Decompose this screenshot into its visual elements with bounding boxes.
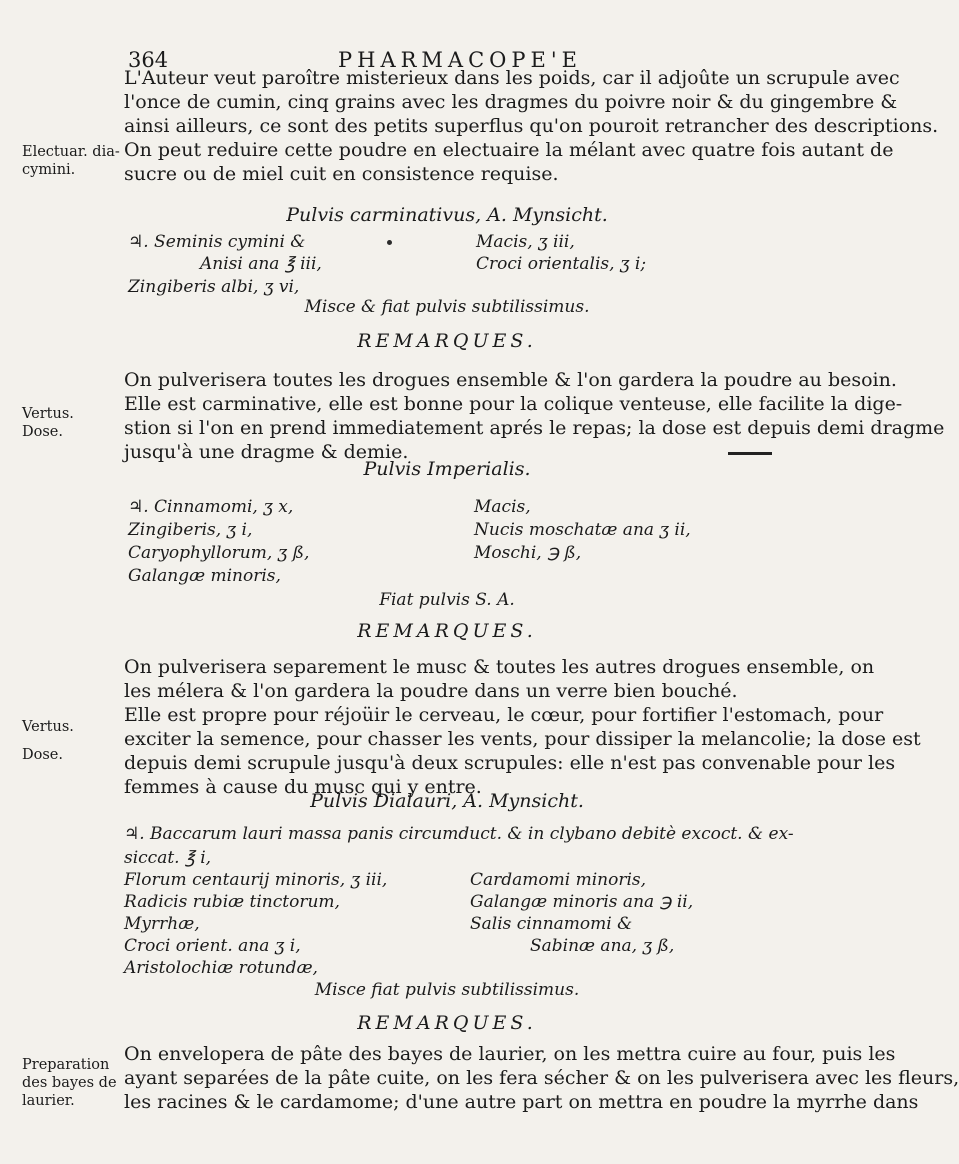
margin-note-line: Vertus.	[22, 406, 74, 422]
text-line: Elle est carminative, elle est bonne pour la colique venteuse, elle facilite la dige-	[124, 393, 903, 415]
text-line: L'Auteur veut paroître misterieux dans les poids, car il adjoûte un scrupule avec	[124, 67, 900, 89]
text-line: stion si l'on en prend immediatement aprés le repas; la dose est depuis demi dragme	[124, 417, 945, 439]
ingredient: Sabinæ ana, ʒ ß,	[530, 936, 675, 956]
remarques-heading: REMARQUES.	[357, 620, 537, 642]
remarks-paragraph	[124, 655, 921, 799]
ingredient: Nucis moschatæ ana ʒ ii,	[474, 520, 691, 540]
text-line: sucre ou de miel cuit en consistence requise.	[124, 163, 559, 185]
margin-note-vertus	[22, 718, 74, 764]
margin-note-electuary	[22, 143, 120, 179]
ingredient: Zingiberis albi, ʒ vi,	[128, 277, 300, 297]
remarques-heading: REMARQUES.	[357, 330, 537, 352]
ingredient: Zingiberis, ʒ i,	[128, 520, 253, 540]
margin-note-line: Dose.	[22, 424, 63, 440]
margin-note-line: Dose.	[22, 747, 63, 763]
text-line: On pulverisera separement le musc & toutes les autres drogues ensemble, on	[124, 656, 875, 678]
ingredient: ♃. Cinnamomi, ʒ x,	[128, 497, 294, 517]
recipe-title-imperialis: Pulvis Imperialis.	[363, 458, 531, 480]
margin-note-line: Preparation	[22, 1057, 110, 1073]
ingredient: Galangæ minoris ana ℈ ii,	[470, 892, 694, 912]
ingredient: Salis cinnamomi &	[470, 914, 633, 934]
ingredient: Macis, ʒ iii,	[476, 232, 575, 252]
margin-note-line: laurier.	[22, 1093, 75, 1109]
ingredient: Anisi ana ℥ iii,	[200, 254, 322, 274]
margin-note-line: des bayes de	[22, 1075, 117, 1091]
ingredient: Croci orient. ana ʒ i,	[124, 936, 301, 956]
ingredient: Radicis rubiæ tinctorum,	[124, 892, 340, 912]
margin-note-line: cymini.	[22, 162, 76, 178]
text-line: jusqu'à une dragme & demie.	[124, 441, 409, 463]
ingredient: Galangæ minoris,	[128, 566, 281, 586]
remarks-paragraph	[124, 1042, 959, 1114]
ingredient: Florum centaurij minoris, ʒ iii,	[124, 870, 388, 890]
ink-stroke	[728, 452, 772, 455]
ingredient: ♃. Seminis cymini &	[128, 232, 306, 252]
ingredient: Macis,	[474, 497, 531, 517]
text-line: ainsi ailleurs, ce sont des petits superflus qu'on pouroit retrancher des descriptions.	[124, 115, 939, 137]
margin-note-preparation	[22, 1056, 117, 1110]
intro-paragraph	[124, 58, 939, 186]
text-line: On envelopera de pâte des bayes de laurier, on les mettra cuire au four, puis les	[124, 1043, 896, 1065]
page-number: 364	[128, 48, 169, 72]
margin-note-line: Vertus.	[22, 719, 74, 735]
ingredient: Myrrhæ,	[124, 914, 200, 934]
recipe-closing: Misce fiat pulvis subtilissimus.	[314, 980, 580, 1000]
recipe-closing: Misce & fiat pulvis subtilissimus.	[304, 297, 590, 317]
text-line: l'once de cumin, cinq grains avec les dragmes du poivre noir & du gingembre &	[124, 91, 898, 113]
recipe-title-carminativus: Pulvis carminativus, A. Mynsicht.	[286, 204, 608, 226]
text-line: ayant separées de la pâte cuite, on les fera sécher & on les pulverisera avec les fleurs,	[124, 1067, 959, 1089]
text-line: femmes à cause du musc qui y entre.	[124, 776, 482, 798]
ingredient: Caryophyllorum, ʒ ß,	[128, 543, 310, 563]
text-line: depuis demi scrupule jusqu'à deux scrupules: elle n'est pas convenable pour les	[124, 752, 896, 774]
remarks-paragraph	[124, 368, 945, 464]
text-line: Elle est propre pour réjoüir le cerveau, le cœur, pour fortifier l'estomach, pour	[124, 704, 884, 726]
margin-note-vertus	[22, 405, 74, 441]
text-line: On peut reduire cette poudre en electuaire la mélant avec quatre fois autant de	[124, 139, 894, 161]
ingredient: Cardamomi minoris,	[470, 870, 647, 890]
ingredient: ♃. Baccarum lauri massa panis circumduct. & in clybano debitè excoct. & ex-	[124, 824, 794, 844]
ingredient: Aristolochiæ rotundæ,	[124, 958, 318, 978]
remarques-heading: REMARQUES.	[357, 1012, 537, 1034]
ingredient: siccat. ℥ i,	[124, 848, 212, 868]
text-line: les racines & le cardamome; d'une autre part on mettra en poudre la myrrhe dans	[124, 1091, 919, 1113]
text-line: exciter la semence, pour chasser les vents, pour dissiper la melancolie; la dose est	[124, 728, 921, 750]
recipe-title-dialauri: Pulvis Dialauri, A. Mynsicht.	[310, 790, 584, 812]
text-line: On pulverisera toutes les drogues ensemble & l'on gardera la poudre au besoin.	[124, 369, 897, 391]
ingredient: Moschi, ℈ ß,	[474, 543, 582, 563]
running-title: PHARMACOPE'E	[338, 48, 582, 72]
margin-note-line: Electuar. dia-	[22, 144, 120, 160]
recipe-closing: Fiat pulvis S. A.	[379, 590, 515, 610]
ingredient: Croci orientalis, ʒ i;	[476, 254, 647, 274]
ink-spot	[387, 240, 392, 245]
text-line: les mélera & l'on gardera la poudre dans un verre bien bouché.	[124, 680, 738, 702]
